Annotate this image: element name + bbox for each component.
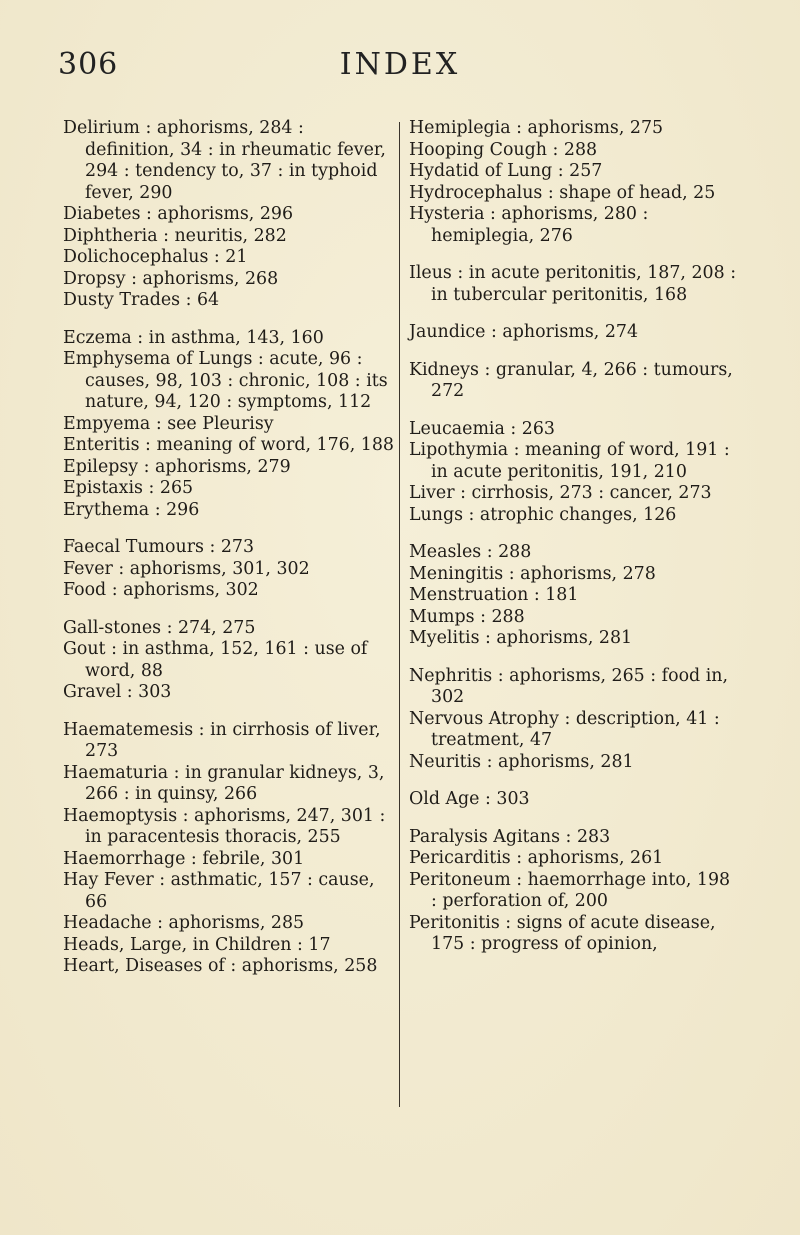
index-entry: Menstruation : 181 — [409, 585, 579, 605]
index-entry: Haemoptysis : aphorisms, 247, 301 : in paracentesis thoracis, 255 — [63, 805, 386, 847]
index-entry: Peritonitis : signs of acute disease, 175 : progress of opinion, — [409, 912, 716, 954]
index-entry: Delirium : aphorisms, 284 : definition, 34 : in rheumatic fever, 294 : tendency to, 37 : in typhoid fever, 290 — [63, 118, 386, 203]
index-entry: Lungs : atrophic changes, 126 — [409, 504, 677, 525]
page-number: 306 — [58, 47, 119, 82]
index-letter-group — [409, 827, 739, 956]
index-column-right — [409, 118, 739, 972]
index-entry: Meningitis : aphorisms, 278 — [409, 563, 656, 584]
index-entry: Diphtheria : neuritis, 282 — [63, 225, 287, 246]
index-entry: Epilepsy : aphorisms, 279 — [63, 456, 291, 477]
index-column-left — [63, 118, 395, 994]
index-entry: Dusty Trades : 64 — [63, 290, 220, 310]
index-entry: Heart, Diseases of : aphorisms, 258 — [63, 956, 378, 976]
page-header — [0, 47, 800, 97]
index-entry: Dolichocephalus : 21 — [63, 247, 248, 267]
running-head-title: INDEX — [339, 47, 461, 82]
index-entry: Paralysis Agitans : 283 — [409, 826, 611, 847]
index-entry: Jaundice : aphorisms, 274 — [409, 322, 639, 342]
index-entry: Ileus : in acute peritonitis, 187, 208 : in tubercular peritonitis, 168 — [409, 263, 737, 305]
index-letter-group — [409, 542, 739, 650]
index-entry: Diabetes : aphorisms, 296 — [63, 204, 294, 224]
index-entry: Haematuria : in granular kidneys, 3, 266 : in quinsy, 266 — [63, 762, 385, 804]
index-entry: Epistaxis : 265 — [63, 478, 194, 498]
index-entry: Gravel : 303 — [63, 682, 172, 702]
index-entry: Eczema : in asthma, 143, 160 — [63, 327, 324, 348]
index-entry: Haematemesis : in cirrhosis of liver, 273 — [63, 719, 381, 761]
index-entry: Empyema : see Pleurisy — [63, 413, 274, 434]
index-letter-group — [409, 666, 739, 774]
index-entry: Enteritis : meaning of word, 176, 188 — [63, 435, 394, 455]
index-entry: Old Age : 303 — [409, 789, 530, 809]
index-entry: Erythema : 296 — [63, 499, 200, 520]
index-entry: Pericarditis : aphorisms, 261 — [409, 848, 664, 868]
index-letter-group — [409, 263, 739, 306]
index-letter-group — [409, 789, 739, 811]
index-entry: Dropsy : aphorisms, 268 — [63, 268, 279, 289]
index-letter-group — [409, 419, 739, 527]
index-entry: Peritoneum : haemorrhage into, 198 : perforation of, 200 — [409, 869, 731, 911]
index-entry: Nephritis : aphorisms, 265 : food in, 302 — [409, 665, 728, 707]
index-entry: Nervous Atrophy : description, 41 : treatment, 47 — [409, 708, 720, 750]
index-letter-group — [409, 360, 739, 403]
index-entry: Food : aphorisms, 302 — [63, 580, 259, 600]
index-entry: Gout : in asthma, 152, 161 : use of word, 88 — [63, 639, 368, 681]
index-entry: Myelitis : aphorisms, 281 — [409, 628, 633, 648]
index-letter-group — [63, 537, 395, 602]
index-letter-group — [63, 618, 395, 704]
index-entry: Hooping Cough : 288 — [409, 139, 598, 160]
index-letter-group — [63, 328, 395, 522]
index-entry: Leucaemia : 263 — [409, 418, 555, 439]
index-entry: Emphysema of Lungs : acute, 96 : causes, 98, 103 : chronic, 108 : its nature, 94, 120 : symptoms, 112 — [63, 349, 388, 412]
index-entry: Haemorrhage : febrile, 301 — [63, 848, 305, 869]
index-entry: Mumps : 288 — [409, 606, 525, 627]
index-entry: Hydatid of Lung : 257 — [409, 161, 603, 181]
index-entry: Hemiplegia : aphorisms, 275 — [409, 118, 664, 138]
index-entry: Faecal Tumours : 273 — [63, 537, 255, 557]
column-divider — [399, 122, 400, 1107]
index-letter-group — [409, 118, 739, 247]
index-entry: Hydrocephalus : shape of head, 25 — [409, 182, 716, 203]
index-entry: Neuritis : aphorisms, 281 — [409, 751, 634, 772]
index-entry: Kidneys : granular, 4, 266 : tumours, 272 — [409, 359, 733, 401]
index-entry: Gall-stones : 274, 275 — [63, 617, 256, 638]
index-letter-group — [409, 322, 739, 344]
index-letter-group — [63, 118, 395, 312]
index-entry: Measles : 288 — [409, 542, 532, 562]
index-entry: Headache : aphorisms, 285 — [63, 913, 305, 933]
index-entry: Lipothymia : meaning of word, 191 : in acute peritonitis, 191, 210 — [409, 440, 730, 482]
index-letter-group — [63, 720, 395, 978]
index-entry: Hay Fever : asthmatic, 157 : cause, 66 — [63, 870, 375, 912]
index-entry: Fever : aphorisms, 301, 302 — [63, 558, 310, 579]
index-entry: Heads, Large, in Children : 17 — [63, 934, 331, 955]
index-entry: Hysteria : aphorisms, 280 : hemiplegia, 276 — [409, 204, 649, 246]
index-entry: Liver : cirrhosis, 273 : cancer, 273 — [409, 483, 712, 503]
